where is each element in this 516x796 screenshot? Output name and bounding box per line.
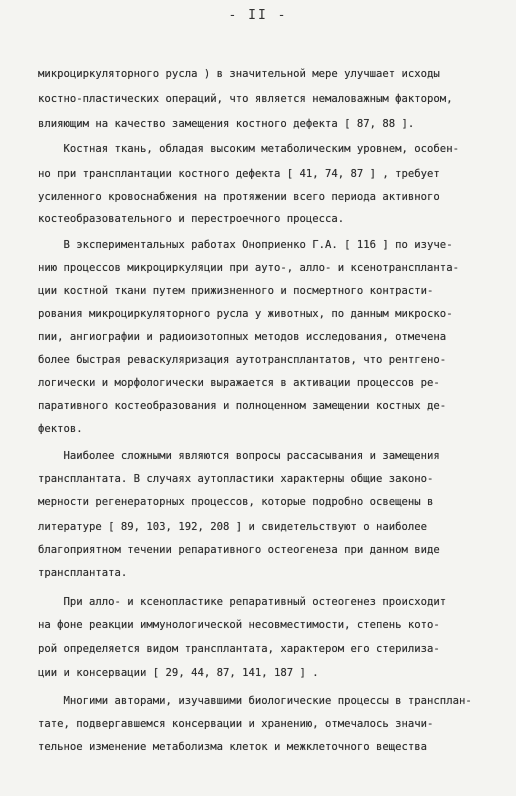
- text-line: фектов.: [38, 423, 83, 435]
- text-line: мерности регенераторных процессов, которые подробно освещены в: [38, 496, 434, 508]
- text-line: более быстрая реваскуляризация аутотрансплантатов, что рентгено-: [38, 354, 447, 366]
- text-line: Костная ткань, обладая высоким метаболическим уровнем, особен-: [38, 143, 459, 155]
- text-line: При алло- и ксенопластике репаративный остеогенез происходит: [38, 596, 447, 608]
- text-line: костно-пластических операций, что является немаловажным фактором,: [38, 93, 453, 105]
- text-line: на фоне реакции иммунологической несовместимости, степень кото-: [38, 619, 440, 631]
- text-line: литературе [ 89, 103, 192, 208 ] и свидетельствуют о наиболее: [38, 521, 428, 533]
- text-line: влияющим на качество замещения костного дефекта [ 87, 88 ].: [38, 118, 415, 130]
- text-line: ции и консервации [ 29, 44, 87, 141, 187 ] .: [38, 667, 319, 679]
- text-line: трансплантата.: [38, 567, 128, 579]
- text-line: рой определяется видом трансплантата, характером его стерилиза-: [38, 643, 440, 655]
- text-line: нию процессов микроциркуляции при ауто-, алло- и ксенотранспланта-: [38, 262, 459, 274]
- text-line: усиленного кровоснабжения на протяжении всего периода активного: [38, 191, 440, 203]
- text-line: Многими авторами, изучавшими биологические процессы в трансплан-: [38, 695, 472, 707]
- text-line: рования микроциркуляторного русла у животных, по данным микроско-: [38, 308, 453, 320]
- text-line: костеобразовательного и перестроечного процесса.: [38, 213, 345, 225]
- text-line: трансплантата. В случаях аутопластики характерны общие законо-: [38, 473, 434, 485]
- text-line: тате, подвергавшемся консервации и хранению, отмечалось значи-: [38, 718, 434, 730]
- text-line: тельное изменение метаболизма клеток и межклеточного вещества: [38, 741, 428, 753]
- text-line: благоприятном течении репаративного остеогенеза при данном виде: [38, 544, 440, 556]
- text-line: но при трансплантации костного дефекта [ 41, 74, 87 ] , требует: [38, 168, 440, 180]
- text-line: пии, ангиографии и радиоизотопных методов исследования, отмечена: [38, 331, 447, 343]
- page-number: - II -: [228, 8, 288, 23]
- text-line: паративного костеобразования и полноценном замещении костных де-: [38, 400, 447, 412]
- text-line: логически и морфологически выражается в активации процессов ре-: [38, 377, 440, 389]
- text-line: Наиболее сложными являются вопросы рассасывания и замещения: [38, 450, 440, 462]
- text-line: ции костной ткани путем прижизненного и посмертного контрасти-: [38, 285, 434, 297]
- text-line: микроциркуляторного русла ) в значительной мере улучшает исходы: [38, 68, 440, 80]
- text-line: В экспериментальных работах Оноприенко Г.А. [ 116 ] по изуче-: [38, 239, 453, 251]
